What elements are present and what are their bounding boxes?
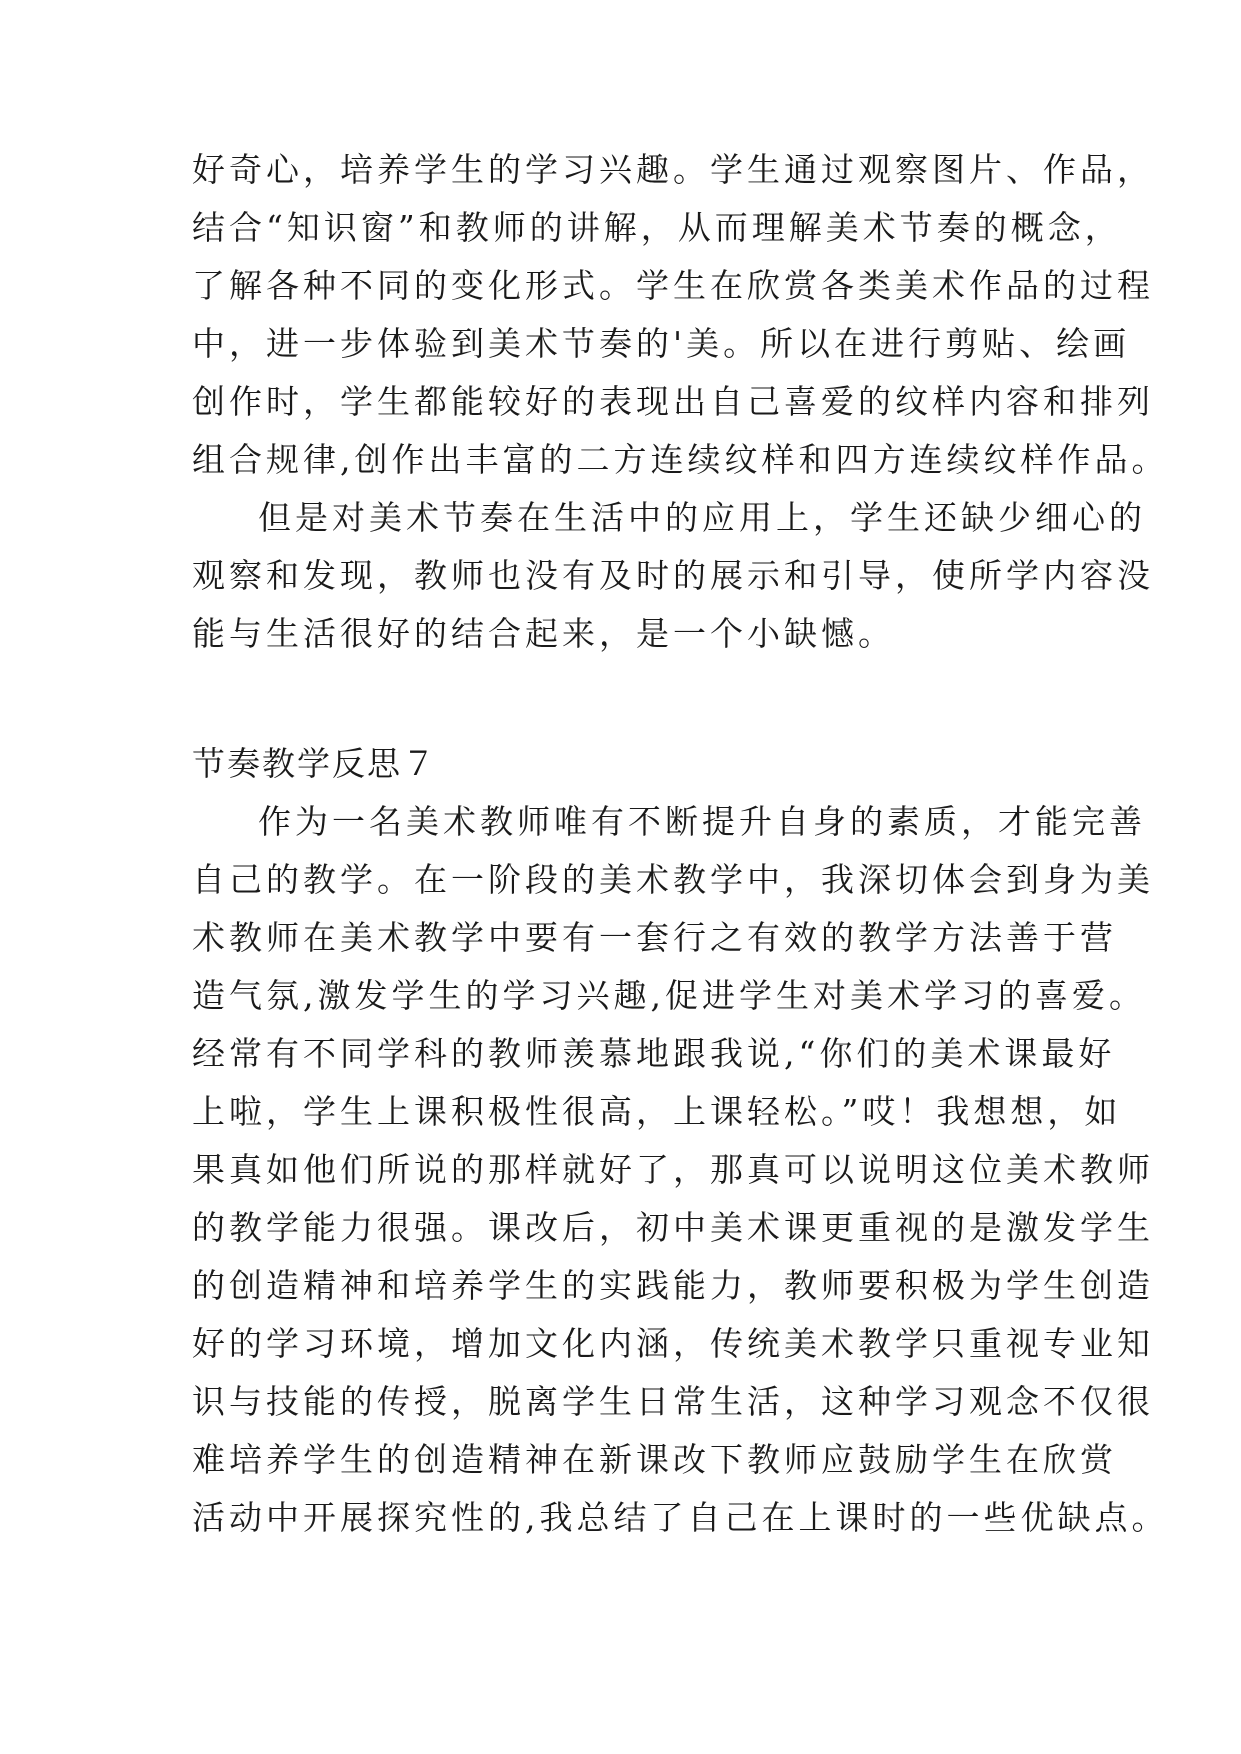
paragraph-line: 但是对美术节奏在生活中的应用上，学生还缺少细心的 (258, 498, 1146, 537)
paragraph-line: 识与技能的传授，脱离学生日常生活，这种学习观念不仅很 (192, 1382, 1154, 1421)
paragraph-line: 的教学能力很强。课改后，初中美术课更重视的是激发学生 (192, 1208, 1154, 1247)
paragraph-line: 观察和发现，教师也没有及时的展示和引导，使所学内容没 (192, 556, 1154, 595)
paragraph-line: 活动中开展探究性的,我总结了自己在上课时的一些优缺点。 (192, 1498, 1169, 1537)
paragraph-line: 了解各种不同的变化形式。学生在欣赏各类美术作品的过程 (192, 266, 1154, 305)
paragraph-line: 好的学习环境，增加文化内涵，传统美术教学只重视专业知 (192, 1324, 1154, 1363)
paragraph-line: 难培养学生的创造精神在新课改下教师应鼓励学生在欣赏 (192, 1440, 1117, 1479)
paragraph-line: 经常有不同学科的教师羡慕地跟我说,“你们的美术课最好 (192, 1034, 1116, 1073)
paragraph-line: 术教师在美术教学中要有一套行之有效的教学方法善于营 (192, 918, 1117, 957)
paragraph-line: 能与生活很好的结合起来，是一个小缺憾。 (192, 614, 895, 653)
paragraph-line: 结合“知识窗”和教师的讲解，从而理解美术节奏的概念， (192, 208, 1122, 247)
paragraph-line: 自己的教学。在一阶段的美术教学中，我深切体会到身为美 (192, 860, 1154, 899)
paragraph-line: 上啦，学生上课积极性很高，上课轻松。”哎！我想想，如 (192, 1092, 1122, 1131)
paragraph-line: 组合规律,创作出丰富的二方连续纹样和四方连续纹样作品。 (192, 440, 1169, 479)
paragraph-line: 的创造精神和培养学生的实践能力，教师要积极为学生创造 (192, 1266, 1154, 1305)
paragraph-line: 中，进一步体验到美术节奏的'美。所以在进行剪贴、绘画 (192, 324, 1131, 363)
paragraph-line: 造气氛,激发学生的学习兴趣,促进学生对美术学习的喜爱。 (192, 976, 1146, 1015)
section-heading: 节奏教学反思７ (192, 744, 437, 783)
paragraph-line: 好奇心，培养学生的学习兴趣。学生通过观察图片、作品， (192, 150, 1154, 189)
paragraph-line: 创作时，学生都能较好的表现出自己喜爱的纹样内容和排列 (192, 382, 1154, 421)
paragraph-line: 作为一名美术教师唯有不断提升自身的素质，才能完善 (258, 802, 1146, 841)
paragraph-line: 果真如他们所说的那样就好了，那真可以说明这位美术教师 (192, 1150, 1154, 1189)
